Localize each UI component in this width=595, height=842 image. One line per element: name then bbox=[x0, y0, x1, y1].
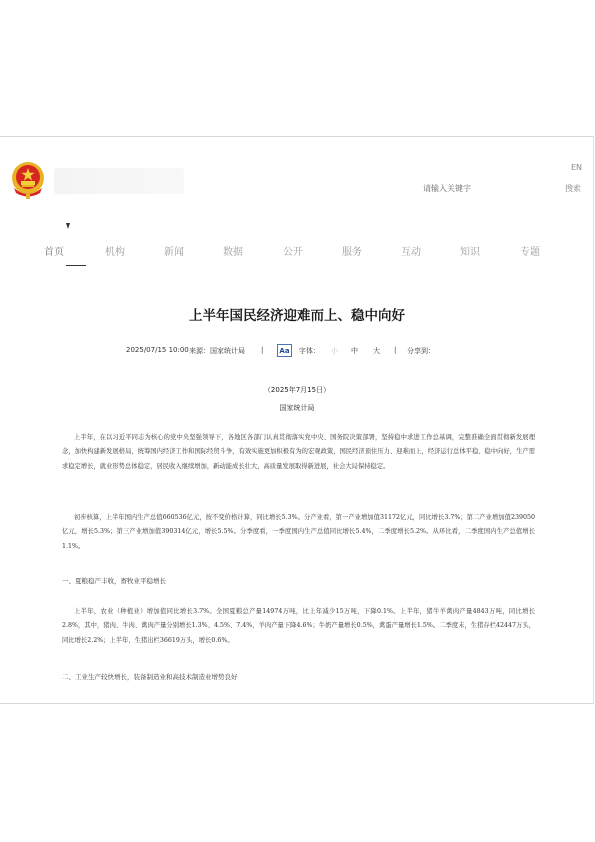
font-size-medium-option[interactable]: 中 bbox=[351, 347, 358, 355]
nav-active-indicator bbox=[66, 265, 86, 266]
national-emblem-icon[interactable] bbox=[10, 160, 46, 200]
release-date: （2025年7月15日） bbox=[263, 386, 331, 394]
nav-item-news[interactable]: 新闻 bbox=[164, 247, 184, 258]
article-paragraph: 初步核算，上半年国内生产总值660536亿元，按不变价格计算，同比增长5.3%。分产业看，第一产业增加值31172亿元，同比增长3.7%；第二产业增加值239050亿元，增长5.3%；第三产业增加值390314亿元，增长5.5%。分季度看，一季度国内生产总值同比增长5.4%，二季度增长5.2%。从环比看，二季度国内生产总值增长1.1%。 bbox=[62, 514, 535, 550]
nav-item-interaction[interactable]: 互动 bbox=[401, 247, 421, 258]
main-nav bbox=[0, 243, 594, 263]
nav-item-knowledge[interactable]: 知识 bbox=[460, 247, 480, 258]
font-size-toggle-button[interactable]: Aa bbox=[277, 344, 292, 357]
search-button[interactable]: 搜索 bbox=[565, 184, 581, 193]
search-input[interactable]: 请输入关键字 bbox=[423, 184, 471, 193]
nav-item-disclosure[interactable]: 公开 bbox=[283, 247, 303, 258]
meta-separator: | bbox=[394, 346, 397, 354]
nav-item-services[interactable]: 服务 bbox=[342, 247, 362, 258]
language-switch-link[interactable]: EN bbox=[571, 163, 583, 172]
site-name-banner[interactable] bbox=[54, 168, 184, 194]
article-meta-bar bbox=[0, 344, 594, 360]
meta-separator: | bbox=[261, 346, 264, 354]
article-paragraph: 上半年，在以习近平同志为核心的党中央坚强领导下，各地区各部门认真贯彻落实党中央、国务院决策部署，坚持稳中求进工作总基调，完整准确全面贯彻新发展理念，加快构建新发展格局，统筹国内经济工作和国际经贸斗争，有效实施更加积极有为的宏观政策，国民经济顶住压力、迎难而上，经济运行总体平稳、稳中向好，生产需求稳定增长，就业形势总体稳定，居民收入继续增加，新动能成长壮大，高质量发展取得新进展，社会大局保持稳定。 bbox=[62, 434, 535, 470]
section-heading: 一、夏粮稳产丰收，畜牧业平稳增长 bbox=[62, 577, 166, 585]
share-label[interactable]: 分享到： bbox=[407, 347, 435, 355]
release-source: 国家统计局 bbox=[279, 404, 315, 412]
mouse-cursor-icon bbox=[66, 223, 70, 229]
article-paragraph: 上半年，农业（种植业）增加值同比增长3.7%。全国夏粮总产量14974万吨，比上年减少15万吨，下降0.1%。上半年，猪牛羊禽肉产量4843万吨，同比增长2.8%，其中，猪肉、牛肉、禽肉产量分别增长1.3%、4.5%、7.4%，羊肉产量下降4.6%；牛奶产量增长0.5%，禽蛋产量增长1.5%。二季度末，生猪存栏42447万头，同比增长2.2%；上半年，生猪出栏36619万头，增长0.6%。 bbox=[62, 608, 535, 644]
font-size-large-option[interactable]: 大 bbox=[373, 347, 380, 355]
font-size-small-option[interactable]: 小 bbox=[331, 347, 338, 355]
article-source: 来源：国家统计局 bbox=[189, 347, 245, 355]
publish-datetime: 2025/07/15 10:00 bbox=[126, 346, 189, 354]
nav-item-institutions[interactable]: 机构 bbox=[105, 247, 125, 258]
nav-item-topics[interactable]: 专题 bbox=[520, 247, 540, 258]
section-heading: 二、工业生产较快增长，装备制造业和高技术制造业增势良好 bbox=[62, 673, 238, 681]
article-title: 上半年国民经济迎难而上、稳中向好 bbox=[189, 308, 405, 324]
nav-item-data[interactable]: 数据 bbox=[223, 247, 243, 258]
nav-item-home[interactable]: 首页 bbox=[44, 247, 64, 258]
font-size-label: 字体： bbox=[299, 347, 320, 355]
